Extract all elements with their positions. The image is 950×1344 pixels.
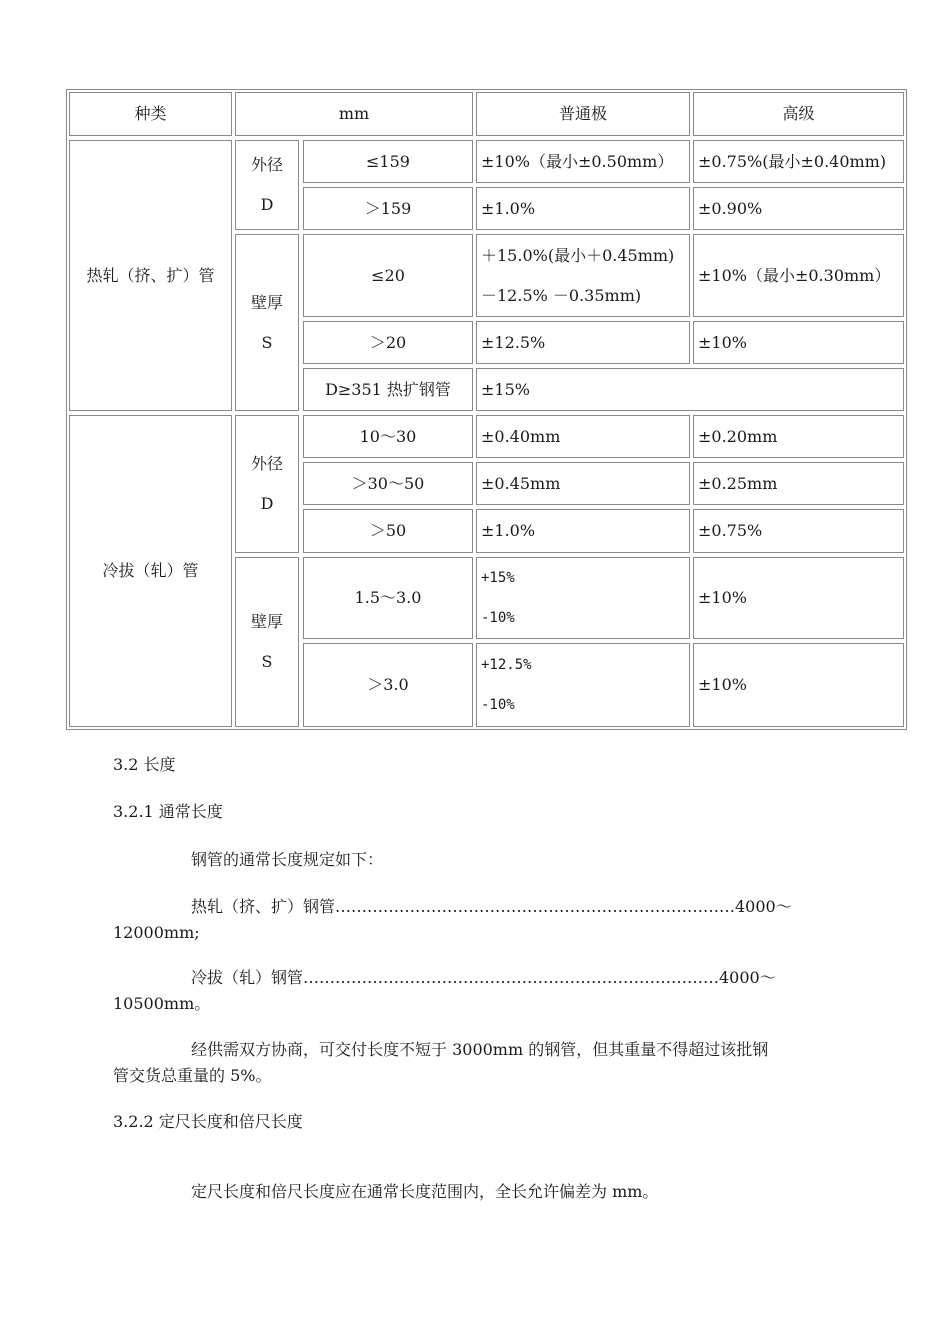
para-agreement-line-2: 管交货总重量的 5%。 (113, 1066, 272, 1085)
hot-row-5-normal: ±15% (476, 368, 904, 411)
hot-rolled-label: 热轧（挤、扩）管 (69, 140, 232, 411)
cold-row-1-high: ±0.20mm (693, 415, 904, 458)
cold-wt-label-1: 壁厚 (250, 612, 283, 631)
cold-row-5-normal-plus: +12.5% (481, 657, 532, 673)
cold-od-label (235, 415, 299, 553)
cold-wt-label-2: S (261, 652, 273, 671)
cold-row-5-normal-minus: -10% (481, 697, 515, 713)
cold-drawn-label: 冷拔（轧）管 (69, 415, 232, 727)
hot-row-2-normal: ±1.0% (476, 187, 690, 230)
cold-row-3-size: ＞50 (303, 509, 473, 553)
cold-od-label-2: D (260, 494, 274, 513)
heading-usual-length: 3.2.1 通常长度 (113, 802, 223, 821)
cold-row-4-normal-minus: -10% (481, 610, 515, 626)
hot-row-2-high: ±0.90% (693, 187, 904, 230)
cold-row-4-size: 1.5～3.0 (303, 557, 473, 639)
hot-wt-label-1: 壁厚 (250, 292, 283, 312)
para-intro: 钢管的通常长度规定如下： (191, 850, 384, 869)
cold-row-5-high: ±10% (693, 643, 904, 727)
hot-row-3-high: ±10%（最小±0.30mm） (693, 234, 904, 317)
cold-row-1-size: 10～30 (303, 415, 473, 458)
para-hot-line-2: 12000mm; (113, 923, 200, 942)
heading-fixed-length: 3.2.2 定尺长度和倍尺长度 (113, 1112, 303, 1131)
hot-od-label-2: D (260, 195, 274, 214)
heading-length: 3.2 长度 (113, 755, 176, 774)
hot-row-3-size: ≤20 (303, 234, 473, 317)
hot-wt-label-2: S (261, 332, 273, 352)
cold-row-3-normal: ±1.0% (476, 509, 690, 553)
hot-row-3-normal-minus: －12.5% －0.35mm) (481, 285, 642, 305)
hot-row-3-normal-plus: ＋15.0%(最小＋0.45mm) (481, 245, 675, 265)
cold-row-5-size: ＞3.0 (303, 643, 473, 727)
hot-row-1-high: ±0.75%(最小±0.40mm) (693, 140, 904, 183)
hot-row-5-size: D≥351 热扩钢管 (303, 368, 473, 411)
para-hot-line-1: 热轧（挤、扩）钢管…………………………………………………………………4000～ (191, 897, 792, 916)
hot-row-4-size: ＞20 (303, 321, 473, 364)
cold-row-4-normal-plus: +15% (481, 570, 515, 586)
hot-row-3-normal (476, 234, 690, 317)
para-cold-line-2: 10500mm。 (113, 994, 211, 1013)
cold-row-1-normal: ±0.40mm (476, 415, 690, 458)
cold-row-2-normal: ±0.45mm (476, 462, 690, 505)
header-normal: 普通极 (476, 92, 690, 136)
header-unit: mm (235, 92, 473, 136)
hot-row-1-normal: ±10%（最小±0.50mm） (476, 140, 690, 183)
hot-row-1-size: ≤159 (303, 140, 473, 183)
header-high: 高级 (693, 92, 904, 136)
cold-row-5-normal (476, 643, 690, 727)
para-agreement-line-1: 经供需双方协商，可交付长度不短于 3000mm 的钢管，但其重量不得超过该批钢 (191, 1040, 769, 1059)
cold-row-2-size: ＞30～50 (303, 462, 473, 505)
cold-row-2-high: ±0.25mm (693, 462, 904, 505)
cold-row-3-high: ±0.75% (693, 509, 904, 553)
hot-od-label-1: 外径 (250, 155, 283, 174)
para-cold-line-1: 冷拔（轧）钢管……………………………………………………………………4000～ (191, 968, 776, 987)
hot-row-4-normal: ±12.5% (476, 321, 690, 364)
header-type: 种类 (69, 92, 232, 136)
cold-od-label-1: 外径 (250, 454, 283, 473)
para-fixed-length: 定尺长度和倍尺长度应在通常长度范围内，全长允许偏差为 mm。 (191, 1182, 659, 1201)
hot-wt-label (235, 234, 299, 411)
cold-row-4-high: ±10% (693, 557, 904, 639)
hot-row-4-high: ±10% (693, 321, 904, 364)
cold-wt-label (235, 557, 299, 727)
cold-row-4-normal (476, 557, 690, 639)
hot-row-2-size: ＞159 (303, 187, 473, 230)
hot-od-label (235, 140, 299, 230)
